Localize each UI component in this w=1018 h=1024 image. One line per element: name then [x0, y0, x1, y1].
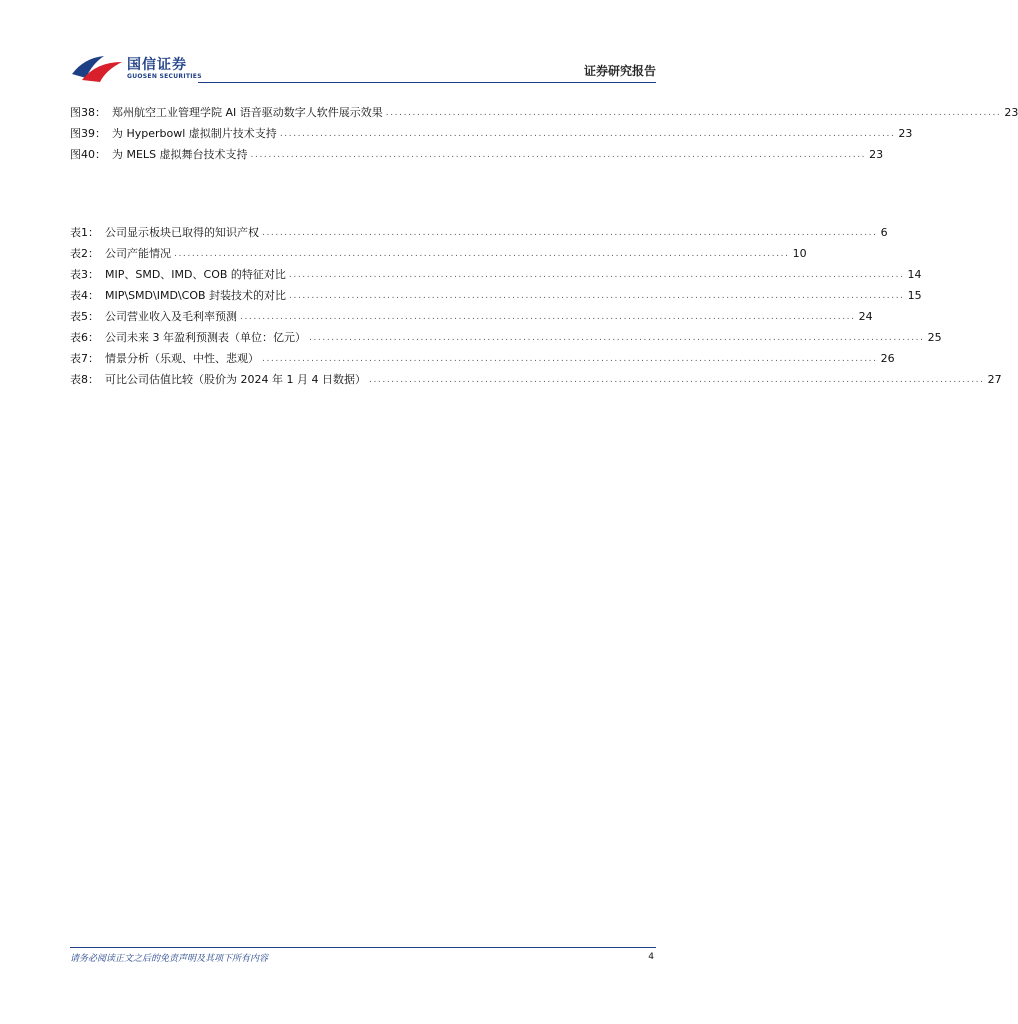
toc-entry-title: 为 MELS 虚拟舞台技术支持: [112, 148, 248, 161]
toc-entry-title: 可比公司估值比较（股价为 2024 年 1 月 4 日数据）: [105, 373, 366, 386]
toc-entry-table[interactable]: [70, 346, 895, 366]
toc-entry-prefix: 表6：: [70, 331, 99, 344]
dot-leader: ..........................................................................................................................................: [288, 270, 905, 280]
toc-entry-prefix: 表8：: [70, 373, 99, 386]
dot-leader: ..........................................................................................................................................: [262, 354, 878, 364]
toc-entry-page: 23: [869, 148, 884, 161]
footer-divider: [70, 947, 656, 948]
disclaimer-note: 请务必阅读正文之后的免责声明及其项下所有内容: [70, 954, 269, 964]
toc-entry-page: 23: [1004, 106, 1018, 119]
toc-entry-page: 14: [907, 268, 922, 281]
toc-entry-title: 公司产能情况: [105, 247, 171, 260]
guosen-logo-mark-icon: [70, 52, 126, 84]
toc-entry-table[interactable]: [70, 367, 1002, 387]
toc-entry-title: 公司未来 3 年盈利预测表（单位：亿元）: [105, 331, 306, 344]
toc-entry-title: MIP\SMD\IMD\COB 封装技术的对比: [105, 289, 287, 302]
toc-entry-prefix: 表3：: [70, 268, 99, 281]
toc-entry-table[interactable]: [70, 262, 922, 282]
toc-entry-prefix: 表7：: [70, 352, 99, 365]
toc-entry-page: 26: [880, 352, 895, 365]
page-header: [70, 50, 656, 84]
toc-entry-title: MIP、SMD、IMD、COB 的特征对比: [105, 268, 286, 281]
toc-entry-page: 27: [987, 373, 1002, 386]
toc-entry-figure[interactable]: [70, 100, 1018, 120]
dot-leader: ..........................................................................................................................................: [385, 108, 1002, 118]
guosen-logo: [70, 52, 220, 84]
logo-text-cn: 国信证券: [127, 57, 187, 73]
toc-entry-prefix: 图38：: [70, 106, 106, 119]
toc-entry-table[interactable]: [70, 325, 942, 345]
toc-entry-table[interactable]: [70, 304, 873, 324]
toc-entry-prefix: 图39：: [70, 127, 106, 140]
toc-entry-page: 24: [858, 310, 873, 323]
dot-leader: ..........................................................................................................................................: [279, 129, 896, 139]
toc-entry-title: 情景分析（乐观、中性、悲观）: [105, 352, 259, 365]
dot-leader: ..........................................................................................................................................: [262, 228, 878, 238]
toc-entry-prefix: 表1：: [70, 226, 99, 239]
header-divider: [198, 82, 656, 83]
toc-entry-figure[interactable]: [70, 121, 913, 141]
toc-entry-title: 为 Hyperbowl 虚拟制片技术支持: [112, 127, 277, 140]
dot-leader: ..........................................................................................................................................: [250, 150, 867, 160]
toc-entry-page: 23: [898, 127, 913, 140]
dot-leader: ..........................................................................................................................................: [289, 291, 905, 301]
toc-entry-prefix: 表5：: [70, 310, 99, 323]
toc-entry-prefix: 表2：: [70, 247, 99, 260]
toc-entry-page: 10: [792, 247, 807, 260]
dot-leader: ..........................................................................................................................................: [309, 333, 925, 343]
toc-entry-title: 公司显示板块已取得的知识产权: [105, 226, 259, 239]
toc-entry-prefix: 表4：: [70, 289, 99, 302]
toc-entry-page: 6: [880, 226, 888, 239]
dot-leader: ..........................................................................................................................................: [240, 312, 856, 322]
dot-leader: ..........................................................................................................................................: [174, 249, 790, 259]
toc-entry-prefix: 图40：: [70, 148, 106, 161]
report-type-label: 证券研究报告: [583, 64, 656, 78]
toc-entry-page: 15: [907, 289, 922, 302]
toc-entry-title: 公司营业收入及毛利率预测: [105, 310, 237, 323]
toc-entry-table[interactable]: [70, 283, 922, 303]
toc-entry-table[interactable]: [70, 220, 888, 240]
toc-entry-figure[interactable]: [70, 142, 884, 162]
dot-leader: ..........................................................................................................................................: [368, 375, 985, 385]
toc-entry-table[interactable]: [70, 241, 807, 261]
page-number: 4: [648, 952, 654, 962]
toc-entry-title: 郑州航空工业管理学院 AI 语音驱动数字人软件展示效果: [112, 106, 383, 119]
logo-text-en: GUOSEN SECURITIES: [127, 73, 202, 80]
toc-entry-page: 25: [927, 331, 942, 344]
